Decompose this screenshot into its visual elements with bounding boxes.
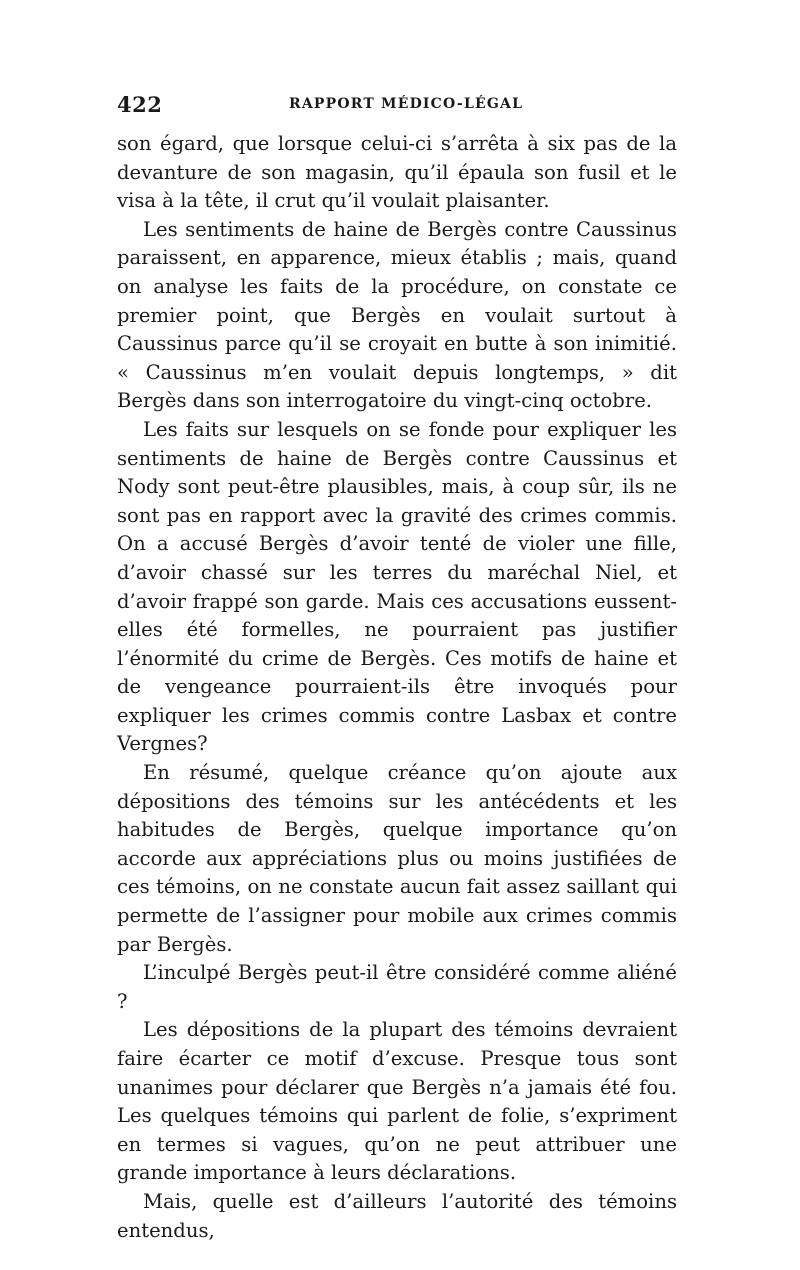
paragraph: En résumé, quelque créance qu’on ajoute aux dépositions des témoins sur les antécédents et les habitudes de Bergès, quelque importance qu’on accorde aux appréciations plus ou moins justifiées de ces témoins, on ne constate aucun fait assez saillant qui permette de l’assigner pour mobile aux crimes commis par Bergès. bbox=[117, 761, 677, 956]
page-number: 422 bbox=[117, 92, 163, 117]
paragraph-continuation: son égard, que lorsque celui-ci s’arrêta à six pas de la devanture de son magasin, qu’il épaula son fusil et le visa à la tête, il crut qu’il voulait plaisanter. bbox=[117, 132, 677, 213]
paragraph: Les dépositions de la plupart des témoins devraient faire écarter ce motif d’excuse. Presque tous sont unanimes pour déclarer que Bergès n’a jamais été fou. Les quelques témoins qui parlent de folie, s’expriment en termes si vagues, qu’on ne peut attribuer une grande importance à leurs déclarations. bbox=[117, 1018, 677, 1185]
running-head bbox=[117, 92, 677, 122]
paragraph: Les faits sur lesquels on se fonde pour expliquer les sentiments de haine de Bergès contre Caussinus et Nody sont peut-être plausibles, mais, à coup sûr, ils ne sont pas en rapport avec la gravité des crimes commis. On a accusé Bergès d’avoir tenté de violer une fille, d’avoir chassé sur les terres du maréchal Niel, et d’avoir frappé son garde. Mais ces accusations eussent-elles été formelles, ne pourraient pas justifier l’énormité du crime de Bergès. Ces motifs de haine et de vengeance pourraient-ils être invoqués pour expliquer les crimes commis contre Lasbax et contre Vergnes? bbox=[117, 417, 677, 756]
body-text bbox=[117, 130, 677, 1245]
paragraph: Mais, quelle est d’ailleurs l’autorité des témoins entendus, bbox=[117, 1189, 677, 1242]
paragraph: Les sentiments de haine de Bergès contre Caussinus paraissent, en apparence, mieux établis ; mais, quand on analyse les faits de la procédure, on constate ce premier point, que Bergès en voulait surtout à Caussinus parce qu’il se croyait en butte à son inimitié. « Caussinus m’en voulait depuis longtemps, » dit Bergès dans son interrogatoire du vingt-cinq octobre. bbox=[117, 217, 677, 413]
running-title: RAPPORT MÉDICO-LÉGAL bbox=[289, 96, 524, 112]
paragraph-question: L’inculpé Bergès peut-il être considéré comme aliéné ? bbox=[117, 961, 677, 1013]
